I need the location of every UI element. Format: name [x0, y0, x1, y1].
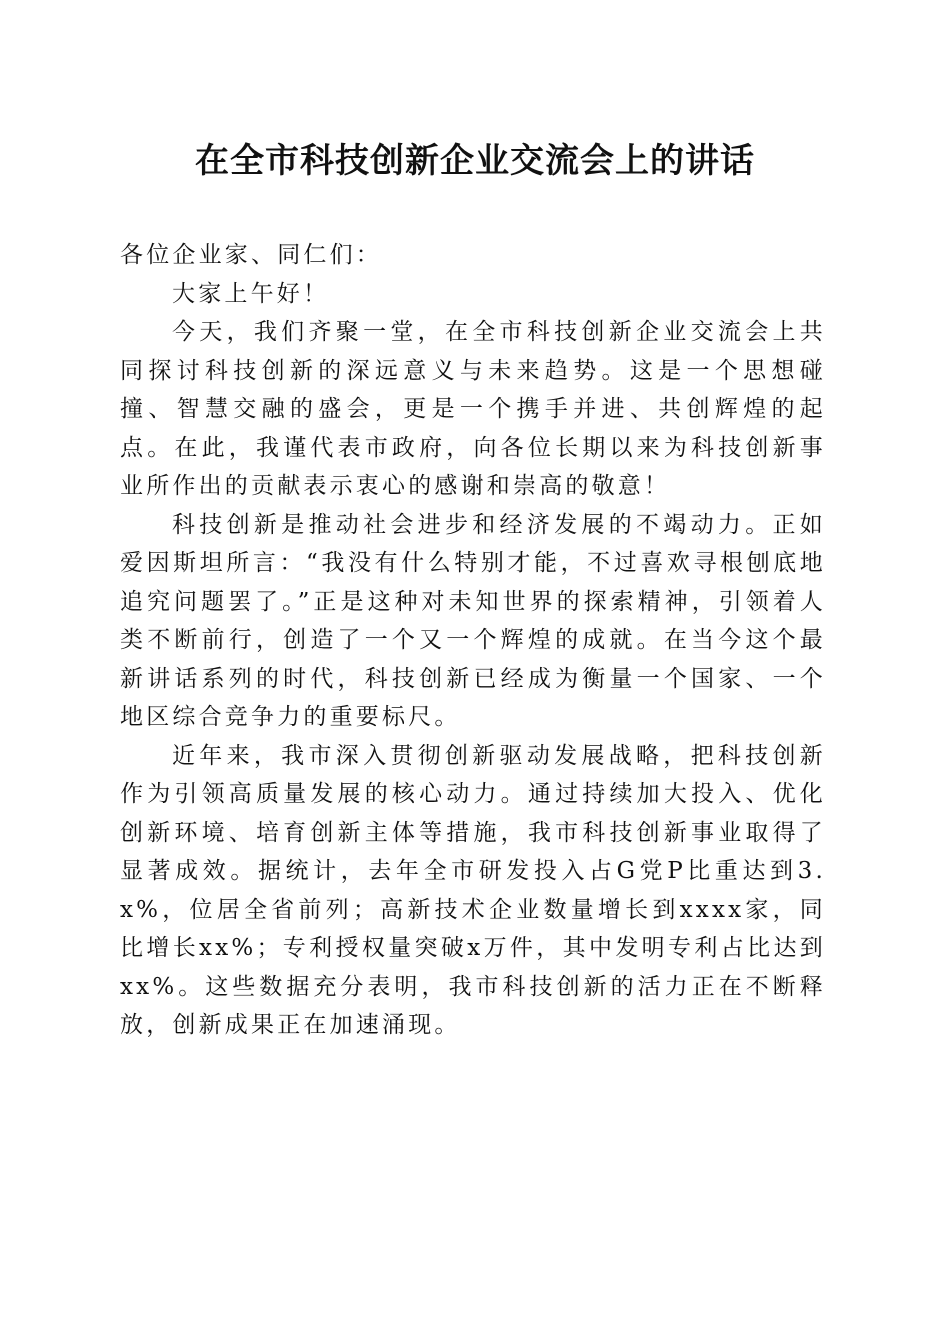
paragraph-innovation-driver: 科技创新是推动社会进步和经济发展的不竭动力。正如爱因斯坦所言：“我没有什么特别才能，不过喜欢寻根刨底地追究问题罢了。”正是这种对未知世界的探索精神，引领着人类不断前行，创造了一个又一个辉煌的成就。在当今这个最新讲话系列的时代，科技创新已经成为衡量一个国家、一个地区综合竞争力的重要标尺。	[120, 511, 826, 730]
paragraph-greeting: 大家上午好！	[172, 280, 330, 307]
salutation: 各位企业家、同仁们：	[120, 242, 382, 268]
document-body	[120, 236, 826, 1045]
paragraph-opening: 今天，我们齐聚一堂，在全市科技创新企业交流会上共同探讨科技创新的深远意义与未来趋势。这是一个思想碰撞、智慧交融的盛会，更是一个携手并进、共创辉煌的起点。在此，我谨代表市政府，向各位长期以来为科技创新事业所作出的贡献表示衷心的感谢和崇高的敬意！	[120, 319, 826, 499]
paragraph-achievements: 近年来，我市深入贯彻创新驱动发展战略，把科技创新作为引领高质量发展的核心动力。通过持续加大投入、优化创新环境、培育创新主体等措施，我市科技创新事业取得了显著成效。据统计，去年全市研发投入占G党P比重达到3.x%，位居全省前列；高新技术企业数量增长到xxxx家，同比增长xx%；专利授权量突破x万件，其中发明专利占比达到xx%。这些数据充分表明，我市科技创新的活力正在不断释放，创新成果正在加速涌现。	[120, 742, 826, 1038]
document-title: 在全市科技创新企业交流会上的讲话	[195, 141, 755, 181]
